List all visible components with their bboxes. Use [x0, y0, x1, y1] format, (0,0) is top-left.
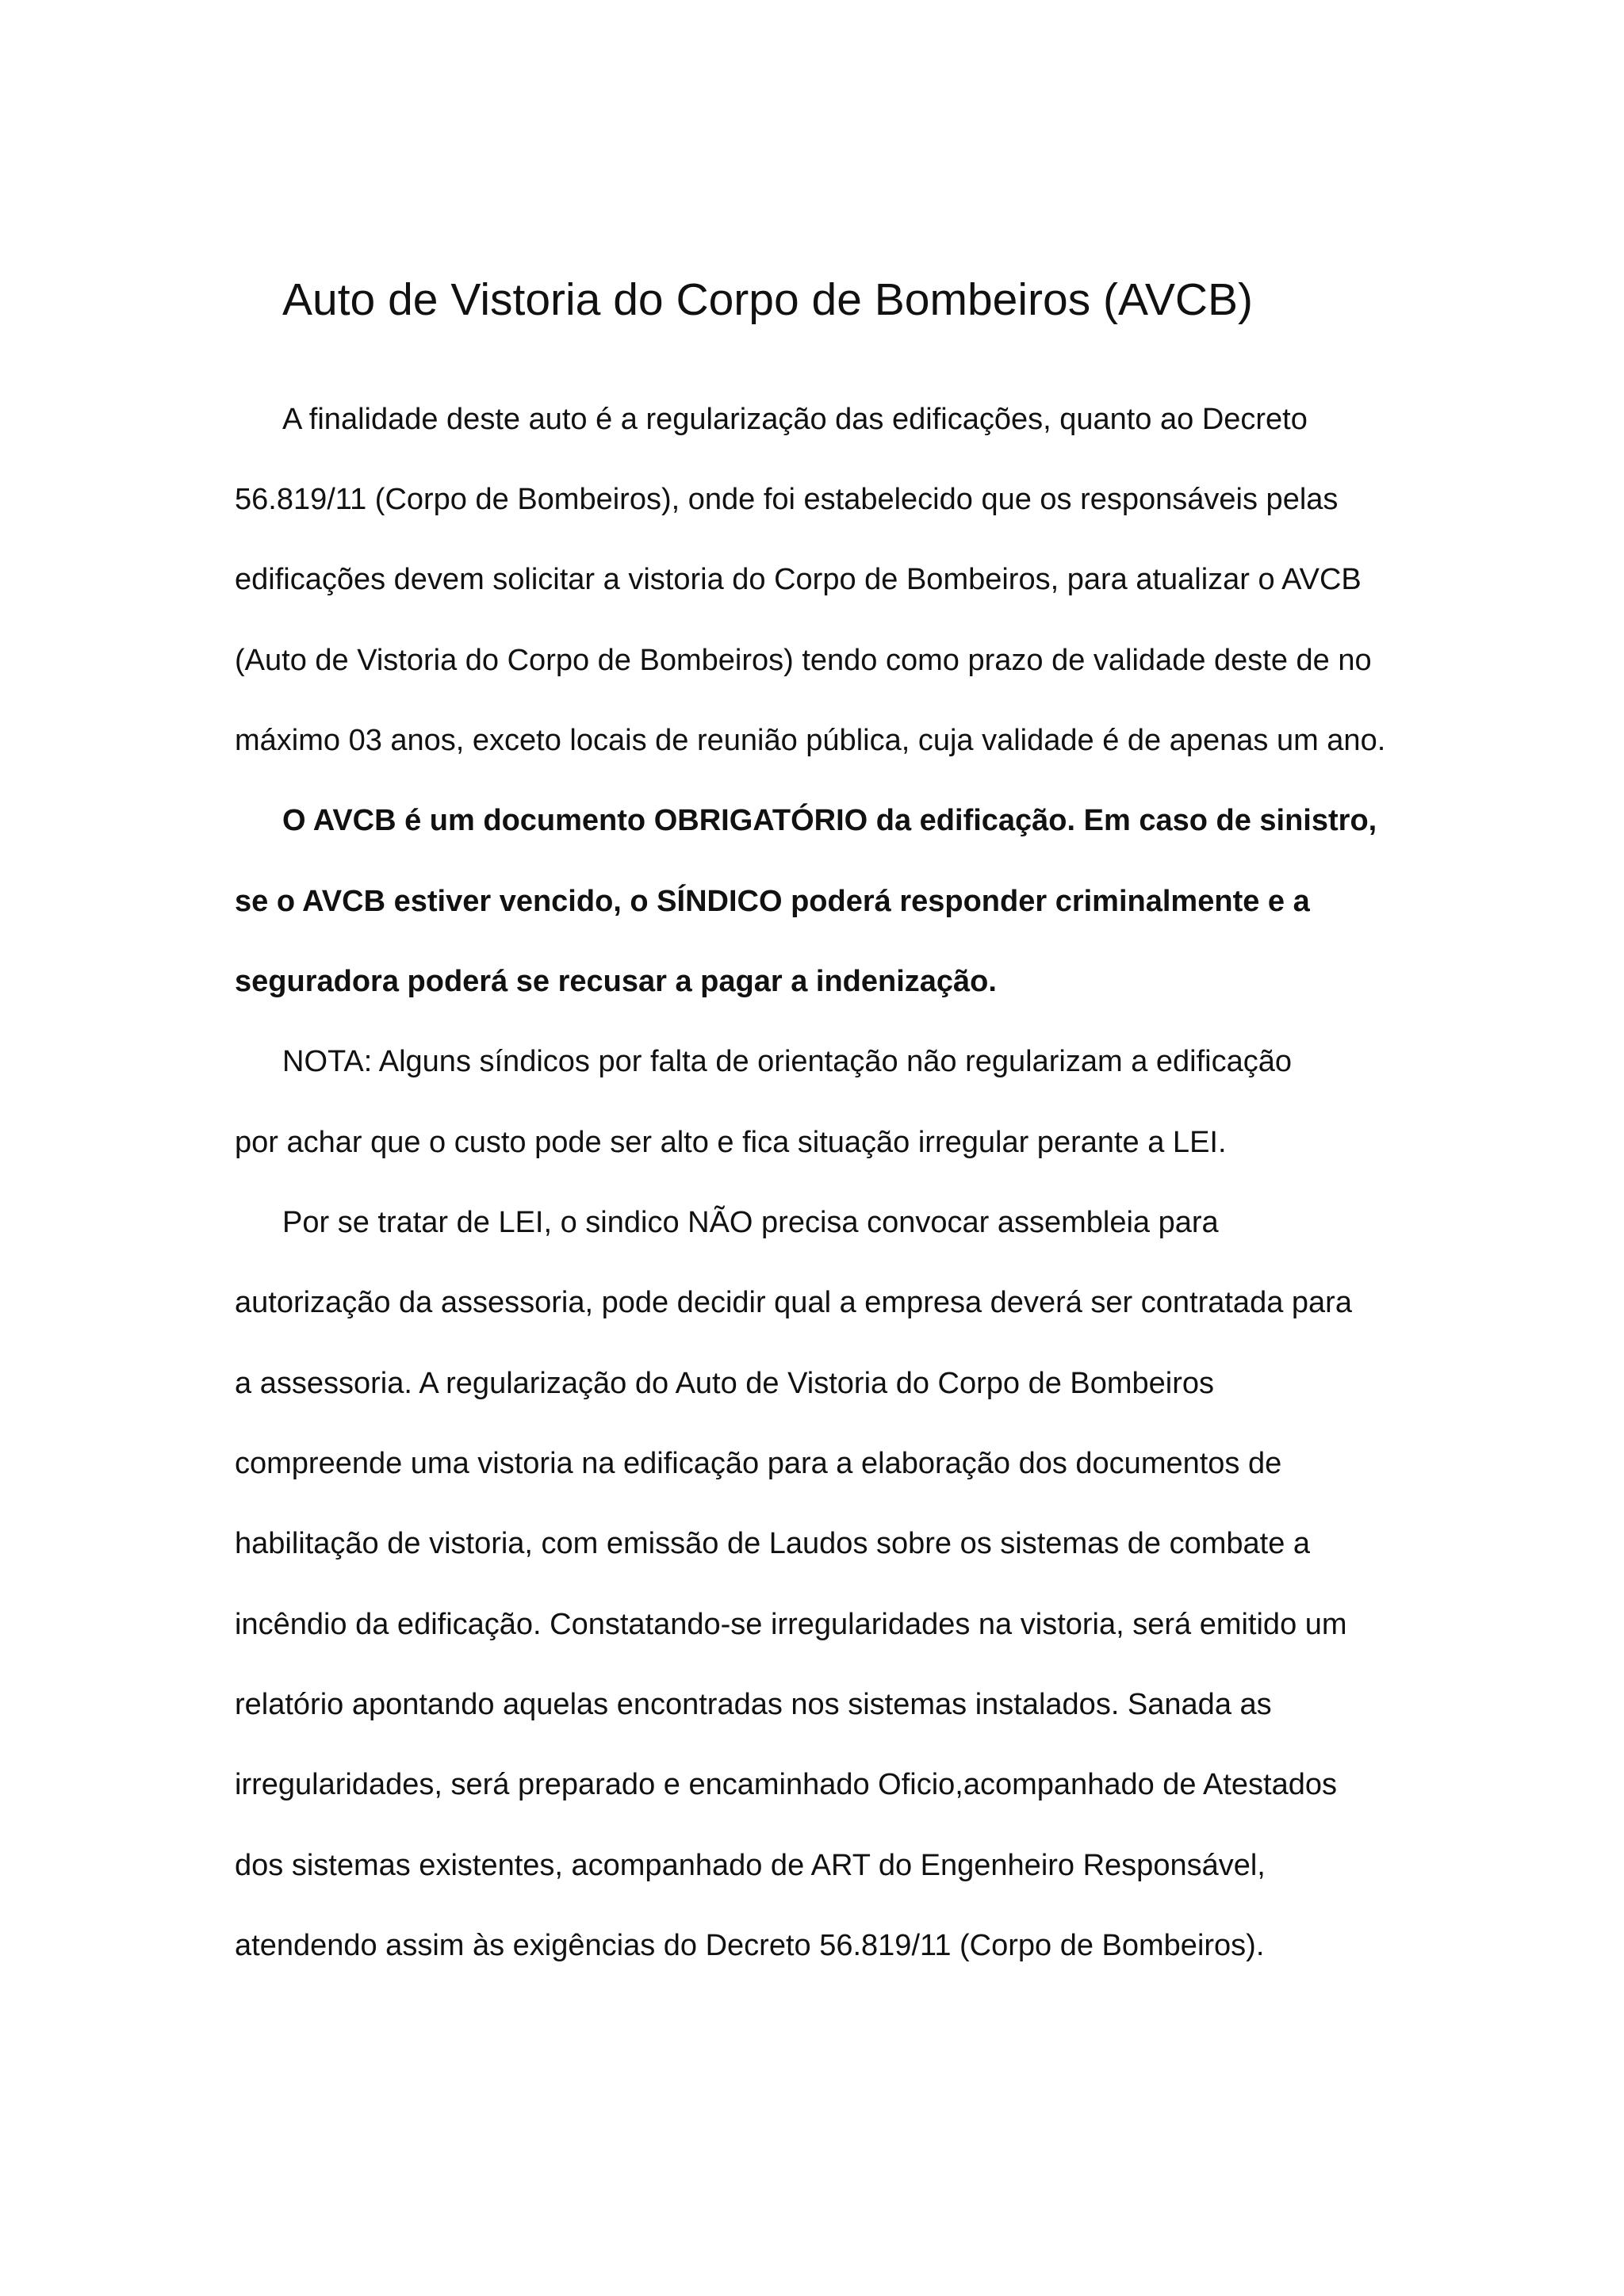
paragraph-4-line-10: atendendo assim às exigências do Decreto 56.819/11 (Corpo de Bombeiros). — [235, 1929, 1265, 1962]
paragraph-1-line-3: edificações devem solicitar a vistoria do Corpo de Bombeiros, para atualizar o AVCB — [235, 563, 1362, 596]
paragraph-4-line-3: a assessoria. A regularização do Auto de Vistoria do Corpo de Bombeiros — [235, 1367, 1215, 1400]
paragraph-2-line-1: O AVCB é um documento OBRIGATÓRIO da edificação. Em caso de sinistro, — [282, 804, 1377, 837]
paragraph-4-line-8: irregularidades, será preparado e encaminhado Oficio,acompanhado de Atestados — [235, 1768, 1338, 1801]
paragraph-4-line-1: Por se tratar de LEI, o sindico NÃO precisa convocar assembleia para — [282, 1206, 1219, 1239]
paragraph-1-line-2: 56.819/11 (Corpo de Bombeiros), onde foi estabelecido que os responsáveis pelas — [235, 483, 1339, 516]
paragraph-1-line-1: A finalidade deste auto é a regularização das edificações, quanto ao Decreto — [282, 403, 1308, 436]
paragraph-3-line-1: NOTA: Alguns síndicos por falta de orientação não regularizam a edificação — [282, 1045, 1292, 1078]
paragraph-1-line-5: máximo 03 anos, exceto locais de reunião pública, cuja validade é de apenas um ano. — [235, 724, 1386, 757]
document-title: Auto de Vistoria do Corpo de Bombeiros (AVCB) — [282, 274, 1253, 325]
paragraph-2-line-3: seguradora poderá se recusar a pagar a indenização. — [235, 965, 997, 998]
paragraph-4-line-9: dos sistemas existentes, acompanhado de ART do Engenheiro Responsável, — [235, 1849, 1266, 1882]
paragraph-1-line-4: (Auto de Vistoria do Corpo de Bombeiros) tendo como prazo de validade deste de no — [235, 644, 1372, 677]
paragraph-3-line-2: por achar que o custo pode ser alto e fica situação irregular perante a LEI. — [235, 1126, 1227, 1159]
paragraph-4-line-5: habilitação de vistoria, com emissão de Laudos sobre os sistemas de combate a — [235, 1527, 1311, 1560]
paragraph-4-line-2: autorização da assessoria, pode decidir qual a empresa deverá ser contratada para — [235, 1286, 1352, 1319]
paragraph-4-line-7: relatório apontando aquelas encontradas nos sistemas instalados. Sanada as — [235, 1688, 1272, 1721]
paragraph-4-line-4: compreende uma vistoria na edificação para a elaboração dos documentos de — [235, 1447, 1282, 1480]
paragraph-4-line-6: incêndio da edificação. Constatando-se irregularidades na vistoria, será emitido um — [235, 1608, 1347, 1641]
paragraph-2-line-2: se o AVCB estiver vencido, o SÍNDICO poderá responder criminalmente e a — [235, 885, 1310, 918]
